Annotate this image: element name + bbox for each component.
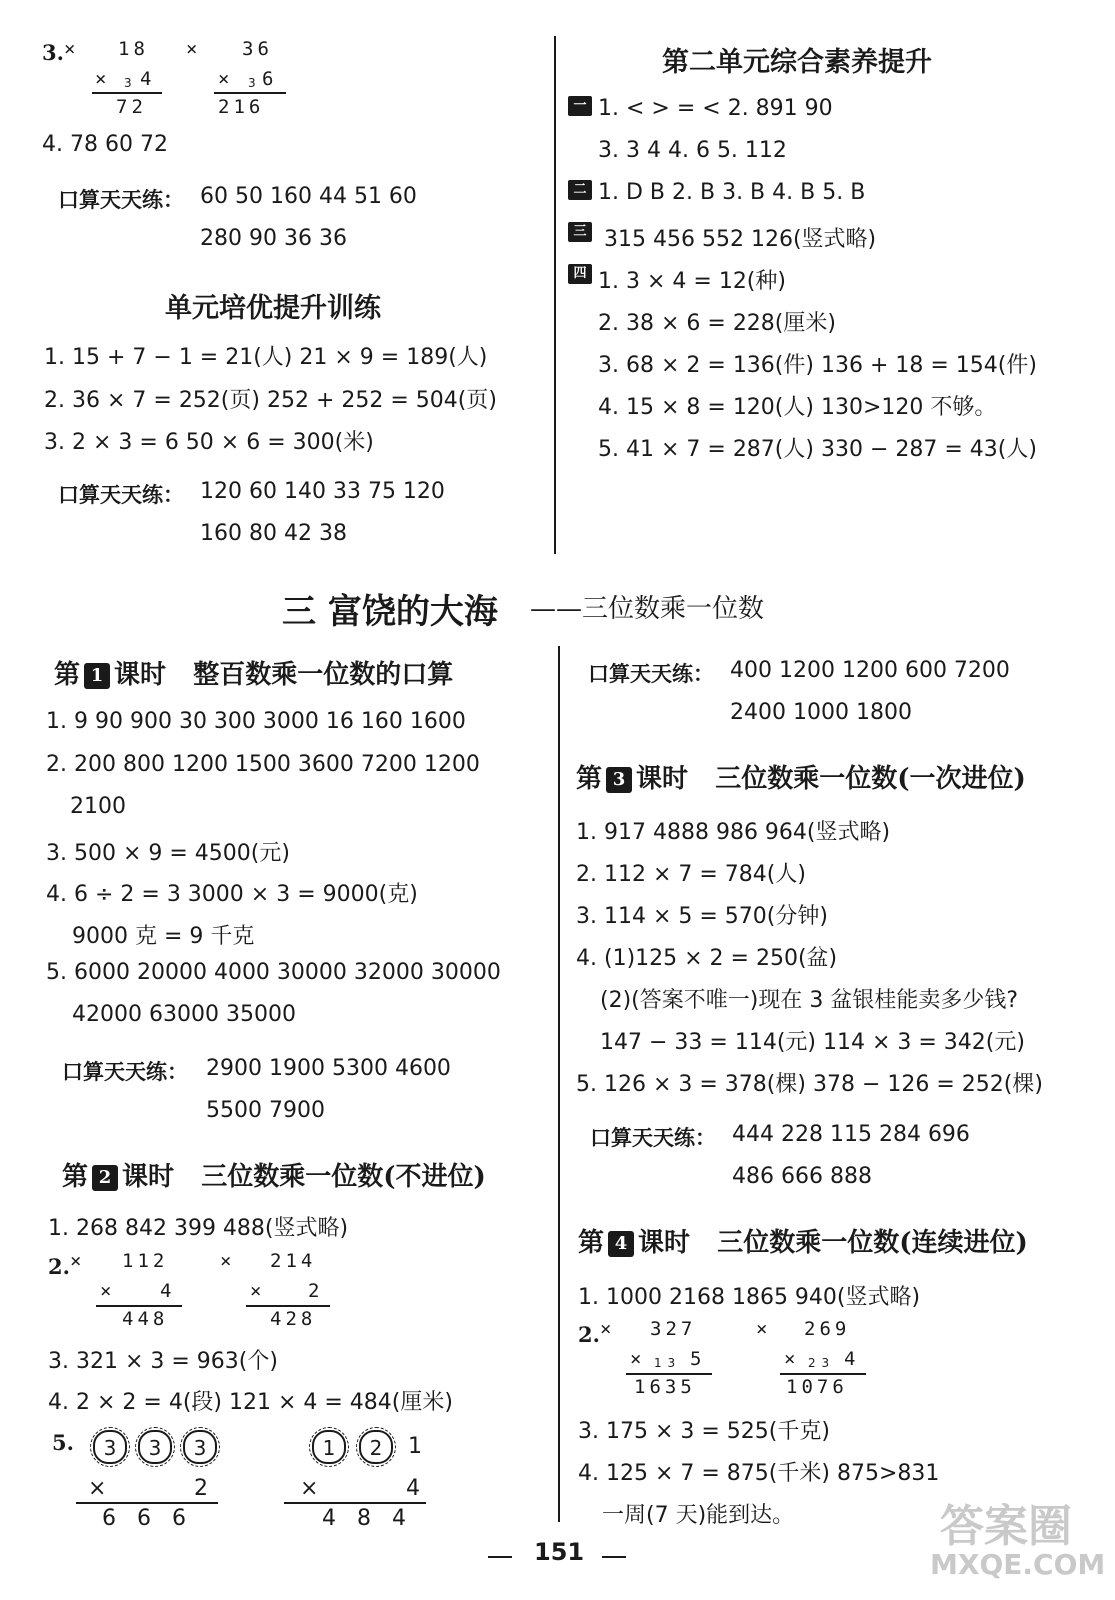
vertical-calc-multiplier: 4 <box>844 1348 860 1370</box>
lesson-title: 第 1 课时 整百数乘一位数的口算 <box>54 660 454 690</box>
section-subtitle: ——三位数乘一位数 <box>530 594 765 624</box>
flower-digit-box: 2 <box>359 1430 393 1464</box>
multiplier: 4 <box>406 1476 420 1501</box>
vertical-calc-multiplier: 6 <box>262 68 278 90</box>
kousuan-row: 400 1200 1200 600 7200 <box>730 658 1010 683</box>
answer-row: 1. < > = < 2. 891 90 <box>598 96 833 121</box>
vertical-calc-sign: × <box>600 1318 616 1340</box>
answer-3: 3. 114 × 5 = 570(分钟) <box>576 904 828 929</box>
answer-5: 5. 126 × 3 = 378(棵) 378 − 126 = 252(棵) <box>576 1072 1043 1097</box>
answer-3: 3. 175 × 3 = 525(千克) <box>578 1419 830 1444</box>
vertical-calc-sign: × <box>100 1280 116 1302</box>
kousuan-row: 120 60 140 33 75 120 <box>200 479 445 504</box>
answer-1: 1. 268 842 399 488(竖式略) <box>48 1216 349 1241</box>
vertical-calc-sign: × <box>186 38 202 60</box>
vertical-calc-top: 112 <box>122 1250 169 1272</box>
multiplier: 2 <box>194 1476 208 1501</box>
question-3-label: 3. <box>42 40 64 65</box>
vertical-calc-top: 18 <box>118 38 149 60</box>
unit-title: 第二单元综合素养提升 <box>662 47 932 78</box>
vertical-calc-result: 6 6 6 <box>102 1506 186 1531</box>
question-2-label: 2. <box>578 1322 600 1347</box>
vertical-calc-result: 72 <box>116 96 147 118</box>
answer-2-cont: 2100 <box>70 794 126 819</box>
answer-4: 4. 78 60 72 <box>42 132 168 157</box>
answer-2: 2. 112 × 7 = 784(人) <box>576 862 806 887</box>
answer-row: 5. 41 × 7 = 287(人) 330 − 287 = 43(人) <box>598 437 1037 462</box>
vertical-calc-sign: × <box>630 1348 646 1370</box>
answer-4: 4. (1)125 × 2 = 250(盆) <box>576 946 838 971</box>
question-5-label: 5. <box>52 1430 74 1455</box>
vertical-calc-multiplier: 4 <box>140 68 156 90</box>
vertical-calc-result: 1076 <box>786 1376 848 1398</box>
kousuan-label: 口算天天练： <box>588 662 714 686</box>
answer-row: 315 456 552 126(竖式略) <box>604 227 877 252</box>
vertical-calc-rule <box>284 1502 426 1504</box>
answer-4: 4. 6 ÷ 2 = 3 3000 × 3 = 9000(克) <box>46 882 418 907</box>
vertical-calc-top: 214 <box>270 1250 317 1272</box>
kousuan-row: 486 666 888 <box>732 1164 872 1189</box>
kousuan-row: 2900 1900 5300 4600 <box>206 1056 451 1081</box>
answer-3: 3. 500 × 9 = 4500(元) <box>46 841 290 866</box>
vertical-calc-sign: × <box>70 1250 86 1272</box>
vertical-calc-multiplier: 2 <box>308 1280 324 1302</box>
kousuan-row: 444 228 115 284 696 <box>732 1122 970 1147</box>
vertical-calc-sign: × <box>95 68 111 90</box>
kousuan-label: 口算天天练： <box>62 1060 188 1084</box>
section-badge: 一 <box>568 96 594 116</box>
lesson-number-badge: 1 <box>84 663 110 689</box>
vertical-calc-multiplier: 5 <box>690 1348 706 1370</box>
vertical-calc-top: 36 <box>242 38 273 60</box>
answer-3: 3. 321 × 3 = 963(个) <box>48 1349 278 1374</box>
lesson-title: 第 3 课时 三位数乘一位数(一次进位) <box>576 764 1026 794</box>
vertical-calc-rule <box>246 1305 330 1307</box>
answer-1: 1. 917 4888 986 964(竖式略) <box>576 820 891 845</box>
lesson-title: 第 2 课时 三位数乘一位数(不进位) <box>62 1162 486 1192</box>
flower-digit-box: 1 <box>312 1430 346 1464</box>
kousuan-label: 口算天天练： <box>590 1126 716 1150</box>
question-2-label: 2. <box>48 1254 70 1279</box>
vertical-calc-sign: × <box>756 1318 772 1340</box>
flower-digit-box: 3 <box>138 1430 172 1464</box>
vertical-calc-carry: 1 3 <box>654 1356 677 1370</box>
answer-2: 2. 36 × 7 = 252(页) 252 + 252 = 504(页) <box>44 388 497 413</box>
vertical-calc-rule <box>626 1373 712 1375</box>
kousuan-label: 口算天天练： <box>58 483 184 507</box>
answer-1: 1. 1000 2168 1865 940(竖式略) <box>578 1285 921 1310</box>
column-divider <box>554 36 556 554</box>
section-badge: 四 <box>568 264 594 284</box>
answer-1: 1. 15 + 7 − 1 = 21(人) 21 × 9 = 189(人) <box>44 345 488 370</box>
answer-2: 2. 200 800 1200 1500 3600 7200 1200 <box>46 752 480 777</box>
vertical-calc-sign: × <box>218 68 234 90</box>
footer-dash <box>602 1556 626 1558</box>
vertical-calc-sign: × <box>250 1280 266 1302</box>
answer-row: 2. 38 × 6 = 228(厘米) <box>598 311 836 336</box>
answer-4-cont: 147 − 33 = 114(元) 114 × 3 = 342(元) <box>600 1030 1025 1055</box>
kousuan-row: 160 80 42 38 <box>200 521 347 546</box>
vertical-calc-carry: 2 3 <box>808 1356 831 1370</box>
answer-row: 1. D B 2. B 3. B 4. B 5. B <box>598 180 866 205</box>
column-divider <box>558 646 560 1522</box>
kousuan-label: 口算天天练： <box>58 188 184 212</box>
vertical-calc-result: 1635 <box>634 1376 696 1398</box>
section-badge: 三 <box>568 222 594 242</box>
section-title: 三 富饶的大海 <box>282 592 498 632</box>
answer-4-cont: 一周(7 天)能到达。 <box>602 1503 795 1528</box>
flower-digit-box: 3 <box>183 1430 217 1464</box>
answer-4-cont: (2)(答案不唯一)现在 3 盆银桂能卖多少钱? <box>600 988 1018 1013</box>
vertical-calc-result: 448 <box>122 1308 169 1330</box>
vertical-calc-sign: × <box>220 1250 236 1272</box>
lesson-number-badge: 2 <box>92 1165 118 1191</box>
vertical-calc-carry: 3 <box>248 76 257 90</box>
footer-dash <box>488 1556 512 1558</box>
vertical-calc-rule <box>96 1305 182 1307</box>
kousuan-row: 2400 1000 1800 <box>730 700 912 725</box>
vertical-calc-carry: 3 <box>124 76 133 90</box>
vertical-calc-rule <box>214 92 286 94</box>
vertical-calc-sign: × <box>64 38 80 60</box>
answer-4: 4. 2 × 2 = 4(段) 121 × 4 = 484(厘米) <box>48 1390 453 1415</box>
vertical-calc-top: 269 <box>804 1318 851 1340</box>
vertical-calc-top: 327 <box>650 1318 697 1340</box>
vertical-calc-result: 216 <box>218 96 265 118</box>
lesson-number-badge: 3 <box>606 767 632 793</box>
answer-5: 5. 6000 20000 4000 30000 32000 30000 <box>46 960 501 985</box>
answer-1: 1. 9 90 900 30 300 3000 16 160 1600 <box>46 709 466 734</box>
section-badge: 二 <box>568 180 594 200</box>
vertical-calc-rule <box>92 92 162 94</box>
watermark-url: MXQE.COM <box>930 1548 1106 1581</box>
answer-5-cont: 42000 63000 35000 <box>72 1002 296 1027</box>
lesson-number-badge: 4 <box>608 1231 634 1257</box>
answer-3: 3. 2 × 3 = 6 50 × 6 = 300(米) <box>44 430 374 455</box>
watermark-logo: 答案圈 <box>940 1501 1072 1552</box>
kousuan-row: 280 90 36 36 <box>200 226 347 251</box>
vertical-calc-sign: × <box>784 1348 800 1370</box>
answer-4: 4. 125 × 7 = 875(千米) 875>831 <box>578 1461 940 1486</box>
digit: 1 <box>408 1434 422 1459</box>
answer-row: 3. 3 4 4. 6 5. 112 <box>598 138 787 163</box>
vertical-calc-rule <box>76 1502 218 1504</box>
answer-row: 1. 3 × 4 = 12(种) <box>598 269 786 294</box>
vertical-calc-rule <box>780 1373 866 1375</box>
answer-4-cont: 9000 克 = 9 千克 <box>72 924 255 949</box>
multiply-sign: × <box>88 1476 107 1501</box>
unit-title: 单元培优提升训练 <box>165 293 381 324</box>
vertical-calc-result: 428 <box>270 1308 317 1330</box>
answer-row: 3. 68 × 2 = 136(件) 136 + 18 = 154(件) <box>598 353 1037 378</box>
vertical-calc-result: 4 8 4 <box>322 1506 406 1531</box>
page-number: 151 <box>534 1538 585 1566</box>
multiply-sign: × <box>300 1476 319 1501</box>
lesson-title: 第 4 课时 三位数乘一位数(连续进位) <box>578 1228 1028 1258</box>
kousuan-row: 60 50 160 44 51 60 <box>200 184 417 209</box>
kousuan-row: 5500 7900 <box>206 1098 325 1123</box>
vertical-calc-multiplier: 4 <box>160 1280 176 1302</box>
flower-digit-box: 3 <box>93 1430 127 1464</box>
answer-row: 4. 15 × 8 = 120(人) 130>120 不够。 <box>598 395 997 420</box>
